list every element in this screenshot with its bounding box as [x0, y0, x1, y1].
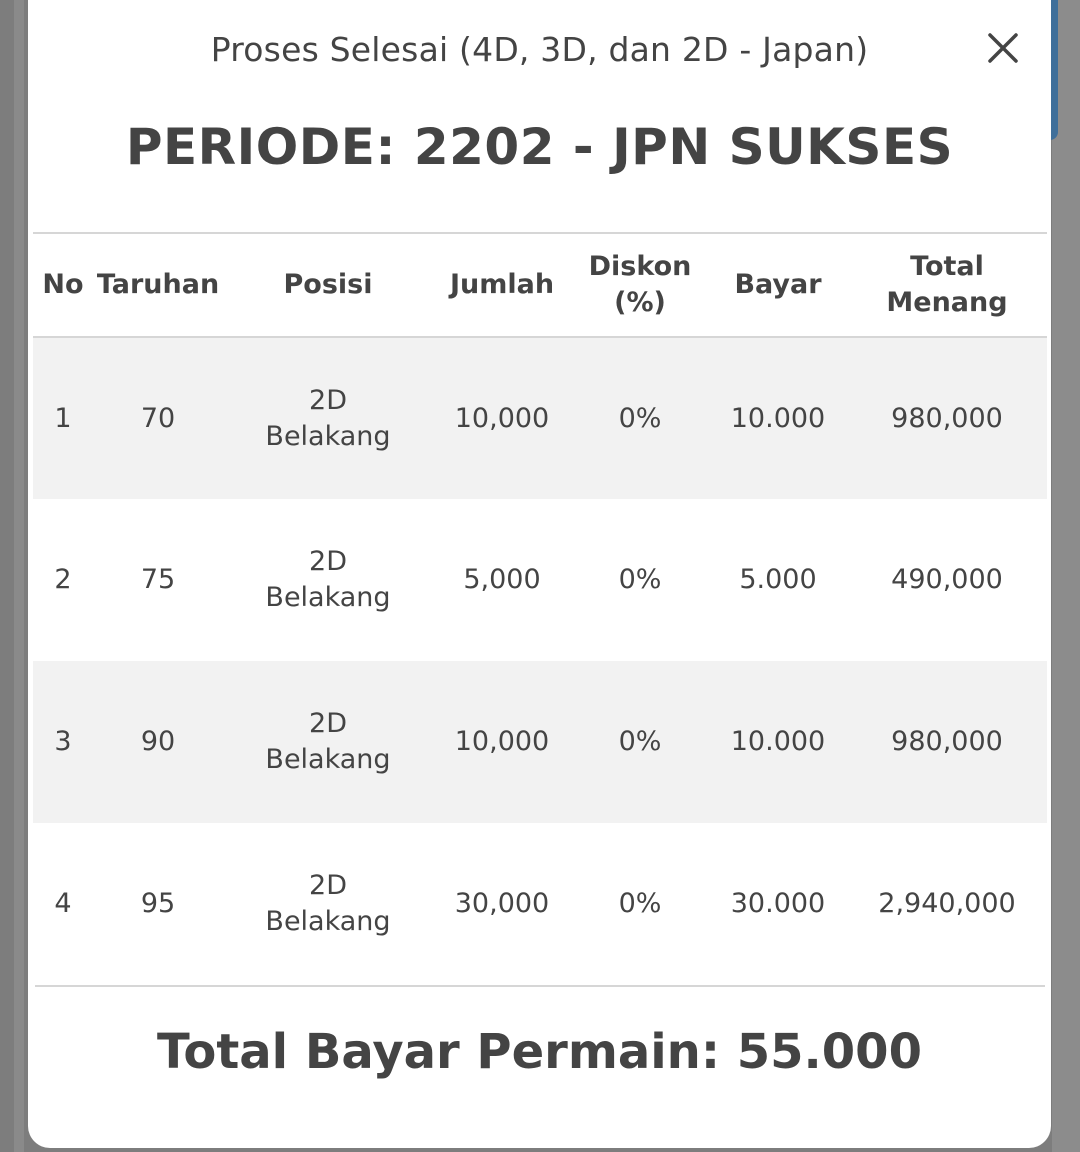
- table-row: [33, 337, 1047, 499]
- cell-diskon: 0%: [618, 402, 662, 434]
- cell-total-menang: 980,000: [891, 726, 1003, 757]
- cell-taruhan: 70: [140, 402, 176, 434]
- cell-posisi-line2: Belakang: [265, 744, 391, 775]
- cell-posisi-line1: 2D: [309, 870, 347, 901]
- cell-bayar: 5.000: [739, 564, 817, 595]
- cell-no: 2: [54, 564, 72, 595]
- background-page-edge: [14, 0, 24, 1152]
- cell-total-menang: 2,940,000: [878, 888, 1016, 919]
- cell-posisi-line1: 2D: [309, 546, 347, 577]
- cell-jumlah: 10,000: [454, 726, 550, 757]
- result-modal: [28, 0, 1051, 1148]
- modal-title: Proses Selesai (4D, 3D, dan 2D - Japan): [210, 30, 869, 69]
- close-button[interactable]: [981, 26, 1025, 70]
- header-diskon-line1: Diskon: [588, 251, 692, 282]
- cell-jumlah: 5,000: [463, 564, 541, 595]
- cell-no: 1: [54, 402, 72, 434]
- cell-bayar: 30.000: [730, 888, 826, 919]
- cell-taruhan: 90: [140, 726, 176, 757]
- header-jumlah: Jumlah: [449, 269, 555, 300]
- header-diskon-line2: (%): [614, 287, 666, 318]
- cell-posisi: [223, 661, 433, 823]
- table-row: [33, 823, 1047, 985]
- cell-posisi: [223, 823, 433, 985]
- header-bayar: Bayar: [734, 269, 822, 300]
- cell-jumlah: 10,000: [454, 402, 550, 434]
- background-page-edge-right: [1052, 0, 1080, 1152]
- cell-posisi-line2: Belakang: [265, 582, 391, 613]
- cell-no: 4: [54, 888, 72, 919]
- header-diskon: [571, 233, 709, 337]
- cell-posisi-line1: 2D: [309, 384, 347, 416]
- cell-diskon: 0%: [618, 564, 662, 595]
- cell-posisi-line2: Belakang: [265, 420, 391, 452]
- modal-header: [28, 0, 1051, 104]
- cell-taruhan: 95: [140, 888, 176, 919]
- table-row: [33, 661, 1047, 823]
- cell-posisi: [223, 337, 433, 499]
- header-total-line1: Total: [910, 251, 984, 282]
- close-icon: [988, 33, 1018, 63]
- cell-jumlah: 30,000: [454, 888, 550, 919]
- header-total-line2: Menang: [886, 287, 1008, 318]
- total-bayar: Total Bayar Permain: 55.000: [157, 1024, 922, 1080]
- cell-posisi-line2: Belakang: [265, 906, 391, 937]
- header-no: No: [42, 269, 84, 300]
- table-row: [33, 499, 1047, 661]
- cell-diskon: 0%: [618, 726, 662, 757]
- header-total-menang: [847, 233, 1047, 337]
- cell-diskon: 0%: [618, 888, 662, 919]
- total-divider: [35, 985, 1045, 987]
- period-title: PERIODE: 2202 - JPN SUKSES: [125, 118, 954, 176]
- header-taruhan: Taruhan: [96, 269, 220, 300]
- table-header-row: [33, 233, 1047, 337]
- cell-posisi-line1: 2D: [309, 708, 347, 739]
- cell-total-menang: 490,000: [891, 564, 1003, 595]
- cell-posisi: [223, 499, 433, 661]
- header-posisi: Posisi: [283, 269, 373, 300]
- cell-taruhan: 75: [140, 564, 176, 595]
- cell-total-menang: 980,000: [891, 402, 1003, 434]
- cell-bayar: 10.000: [730, 402, 826, 434]
- cell-no: 3: [54, 726, 72, 757]
- cell-bayar: 10.000: [730, 726, 826, 757]
- bet-table: [33, 232, 1047, 985]
